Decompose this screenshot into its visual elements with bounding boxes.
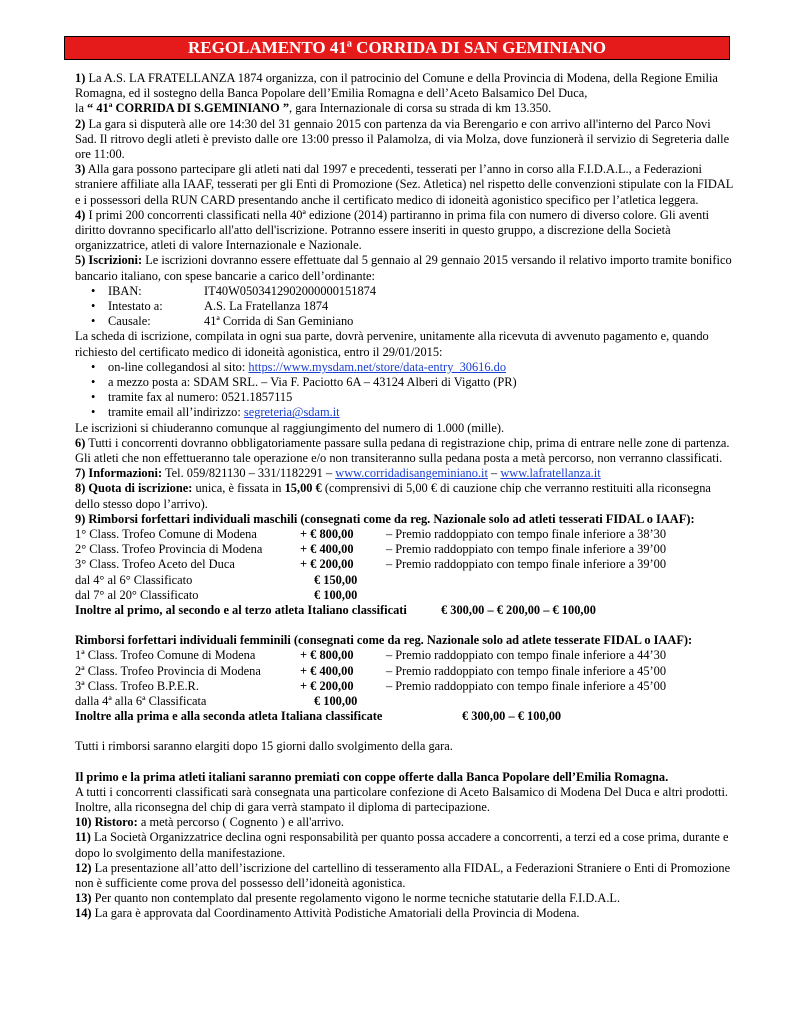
article-7 bbox=[75, 466, 735, 481]
list-item bbox=[75, 390, 735, 405]
separator: – bbox=[487, 466, 501, 481]
table-row bbox=[75, 709, 735, 724]
channel-text: a mezzo posta a: SDAM SRL. – Via F. Paciotto 6A – 43124 Alberi di Vigatto (PR) bbox=[108, 375, 517, 390]
article-number: 14) bbox=[75, 906, 92, 921]
prize-label: 1ª Class. Trofeo Comune di Modena bbox=[75, 648, 256, 663]
website-link[interactable]: www.lafratellanza.it bbox=[500, 466, 601, 481]
registration-channels bbox=[75, 360, 735, 421]
female-prizes-heading bbox=[75, 633, 735, 648]
article-text: , gara Internazionale di corsa su strada di km 13.350. bbox=[289, 101, 552, 116]
italian-bonus-amounts: € 300,00 – € 100,00 bbox=[462, 709, 562, 724]
article-text: La gara si disputerà alle ore 14:30 del 31 gennaio 2015 con partenza da via Berengario e con arrivo all'interno del Parco Novi Sad. Il ritrovo degli atleti è previsto dalle ore 13:00 presso il Palamolza, di via Molza, dove funzionerà il servizio di Segreteria dalle ore 11:00. bbox=[75, 116, 730, 162]
article-8 bbox=[75, 481, 735, 511]
article-text: Tutti i concorrenti dovranno obbligatoriamente passare sulla pedana di registrazione chip, prima di entrare nelle zone di partenza. Gli atleti che non effettueranno tale operazione e/o non transiteranno sulla pedana posta a metà percorso, non verranno classificati. bbox=[75, 435, 730, 466]
article-text: la bbox=[75, 101, 88, 116]
article-text: La presentazione all’atto dell’iscrizione del cartellino di tesseramento alla FIDAL, a Federazioni Straniere o Enti di Promozione non è sufficiente come prova del possesso dell’idoneità agonistica. bbox=[75, 860, 731, 890]
article-number: 13) bbox=[75, 891, 92, 906]
article-3 bbox=[75, 162, 735, 208]
prize-amount: € 100,00 bbox=[314, 587, 358, 602]
article-1 bbox=[75, 71, 735, 117]
article-text: Tel. 059/821130 – 331/1182291 – bbox=[162, 466, 336, 481]
table-row bbox=[75, 573, 735, 588]
registration-closing: Le iscrizioni si chiuderanno comunque al raggiungimento del numero di 1.000 (mille). bbox=[75, 420, 505, 435]
article-heading: 5) Iscrizioni: bbox=[75, 253, 143, 268]
prize-label: dal 4° al 6° Classificato bbox=[75, 572, 193, 587]
table-row bbox=[75, 557, 735, 572]
prize-label: 2° Class. Trofeo Provincia di Modena bbox=[75, 542, 263, 557]
table-row bbox=[75, 694, 735, 709]
prize-note: – Premio raddoppiato con tempo finale inferiore a 39’00 bbox=[386, 542, 667, 557]
article-heading: Rimborsi forfettari individuali femminili (consegnati come da reg. Nazionale solo ad atlete tesserate FIDAL o IAAF): bbox=[75, 633, 693, 648]
article-text: I primi 200 concorrenti classificati nella 40ª edizione (2014) partiranno in prima fila con numero di diverso colore. Gli aventi diritto dovranno specificarlo all'atto dell'iscrizione. Potranno essere inseriti in questo gruppo, a discrezione della Società organizzatrice, atleti di valore Internazionale e Nazionale. bbox=[75, 207, 710, 253]
article-6 bbox=[75, 436, 735, 466]
spacer bbox=[75, 724, 735, 739]
article-number: 4) bbox=[75, 207, 86, 222]
trophies-note bbox=[75, 770, 735, 785]
article-4 bbox=[75, 208, 735, 254]
table-row bbox=[75, 648, 735, 663]
table-row bbox=[75, 603, 735, 618]
list-item bbox=[75, 299, 735, 314]
article-number: 2) bbox=[75, 116, 86, 131]
prize-amount: + € 200,00 bbox=[300, 678, 354, 693]
prize-amount: + € 400,00 bbox=[300, 663, 354, 678]
prize-label: dal 7° al 20° Classificato bbox=[75, 587, 199, 602]
page-title: REGOLAMENTO 41ª CORRIDA DI SAN GEMINIANO bbox=[64, 36, 730, 60]
article-text: Le iscrizioni dovranno essere effettuate dal 5 gennaio al 29 gennaio 2015 versando il relativo importo tramite bonifico bancario italiano, con spese bancarie a carico dell’ordinante: bbox=[75, 253, 732, 283]
list-item bbox=[75, 375, 735, 390]
article-2 bbox=[75, 117, 735, 163]
italian-bonus-label: Inoltre alla prima e alla seconda atleta Italiana classificate bbox=[75, 709, 383, 724]
bank-value: IT40W0503412902000000151874 bbox=[204, 283, 377, 298]
italian-bonus-amounts: € 300,00 – € 200,00 – € 100,00 bbox=[441, 603, 596, 618]
article-text: La Società Organizzatrice declina ogni responsabilità per quanto possa accadere a concorrenti, a terzi ed a cose prima, durante e dopo lo svolgimento della manifestazione. bbox=[75, 830, 729, 860]
article-text: La gara è approvata dal Coordinamento Attività Podistiche Amatoriali della Provincia di Modena. bbox=[94, 906, 580, 921]
prize-note: – Premio raddoppiato con tempo finale inferiore a 39’00 bbox=[386, 557, 667, 572]
prize-amount: + € 800,00 bbox=[300, 527, 354, 542]
bank-label: Intestato a: bbox=[108, 299, 163, 314]
article-number: 12) bbox=[75, 860, 92, 875]
article-number: 11) bbox=[75, 830, 91, 845]
prize-note: – Premio raddoppiato con tempo finale inferiore a 44’30 bbox=[386, 648, 667, 663]
prize-amount: + € 400,00 bbox=[300, 542, 354, 557]
article-number: 6) bbox=[75, 435, 86, 450]
table-row bbox=[75, 679, 735, 694]
list-item bbox=[75, 405, 735, 420]
prize-label: 1° Class. Trofeo Comune di Modena bbox=[75, 527, 257, 542]
bank-label: Causale: bbox=[108, 314, 151, 329]
prize-amount: € 150,00 bbox=[314, 572, 358, 587]
article-11 bbox=[75, 830, 735, 860]
table-row bbox=[75, 527, 735, 542]
channel-text: on-line collegandosi al sito: bbox=[108, 359, 249, 374]
bank-label: IBAN: bbox=[108, 283, 142, 298]
channel-text: tramite email all’indirizzo: bbox=[108, 405, 244, 420]
fee-amount: 15,00 € bbox=[284, 481, 322, 496]
prize-label: 3ª Class. Trofeo B.P.E.R. bbox=[75, 678, 199, 693]
prize-amount: + € 200,00 bbox=[300, 557, 354, 572]
prize-label: 2ª Class. Trofeo Provincia di Modena bbox=[75, 663, 261, 678]
article-10 bbox=[75, 815, 735, 830]
list-item bbox=[75, 284, 735, 299]
registration-link[interactable]: https://www.mysdam.net/store/data-entry_30616.do bbox=[248, 359, 507, 374]
table-row bbox=[75, 542, 735, 557]
table-row bbox=[75, 588, 735, 603]
prize-amount: € 100,00 bbox=[314, 693, 358, 708]
list-item bbox=[75, 314, 735, 329]
article-number: 1) bbox=[75, 71, 86, 85]
trophies-text: Il primo e la prima atleti italiani saranno premiati con coppe offerte dalla Banca Popolare dell’Emilia Romagna. bbox=[75, 769, 669, 784]
website-link[interactable]: www.corridadisangeminiano.it bbox=[335, 466, 488, 481]
article-14 bbox=[75, 906, 735, 921]
article-text: Alla gara possono partecipare gli atleti nati dal 1997 e precedenti, tesserati per l’anno in corso alla F.I.D.A.L., a Federazioni straniere affiliate alla IAAF, tesserati per gli Enti di Promozione (Sez. Atletica) nel rispetto delle convenzioni stipulate con la FIDAL e i possessori della RUN CARD presentando anche il certificato medico di idoneità agonistico specifico per l’atletica leggera. bbox=[75, 162, 733, 207]
article-text: Per quanto non contemplato dal presente regolamento vigono le norme tecniche statutarie della F.I.D.A.L. bbox=[94, 891, 621, 906]
article-heading: 9) Rimborsi forfettari individuali maschili (consegnati come da reg. Nazionale solo ad atleti tesserati FIDAL o IAAF): bbox=[75, 511, 695, 526]
article-number: 3) bbox=[75, 162, 86, 177]
article-12 bbox=[75, 861, 735, 891]
prize-amount: + € 800,00 bbox=[300, 648, 354, 663]
article-heading: 10) Ristoro: bbox=[75, 815, 138, 830]
spacer bbox=[75, 755, 735, 770]
article-text: unica, è fissata in bbox=[192, 481, 285, 496]
bank-details bbox=[75, 284, 735, 330]
gifts-note: A tutti i concorrenti classificati sarà consegnata una particolare confezione di Aceto Balsamico di Modena Del Duca e altri prodotti. Inoltre, alla riconsegna del chip di gara verrà stampato il diploma di partecipazione. bbox=[75, 784, 729, 814]
article-heading: 7) Informazioni: bbox=[75, 466, 163, 481]
article-text: (comprensivi di 5,00 € di cauzione chip che verranno restituiti alla riconsegna dello stesso dopo l’arrivo). bbox=[75, 481, 711, 511]
spacer bbox=[75, 618, 735, 633]
prize-label: 3° Class. Trofeo Aceto del Duca bbox=[75, 557, 235, 572]
prize-note: – Premio raddoppiato con tempo finale inferiore a 45’00 bbox=[386, 663, 667, 678]
article-9 bbox=[75, 512, 735, 527]
article-heading: 8) Quota di iscrizione: bbox=[75, 481, 193, 496]
channel-text: tramite fax al numero: 0521.1857115 bbox=[108, 390, 293, 405]
table-row bbox=[75, 664, 735, 679]
italian-bonus-label: Inoltre al primo, al secondo e al terzo atleta Italiano classificati bbox=[75, 603, 407, 618]
payout-note: Tutti i rimborsi saranno elargiti dopo 15 giorni dallo svolgimento della gara. bbox=[75, 739, 453, 754]
prize-note: – Premio raddoppiato con tempo finale inferiore a 38’30 bbox=[386, 527, 667, 542]
article-text: La A.S. LA FRATELLANZA 1874 organizza, con il patrocinio del Comune e della Provincia di Modena, della Regione Emilia Romagna, ed il sostegno della Banca Popolare dell’Emilia Romagna e dell’Aceto Balsamico Del Duca, bbox=[75, 71, 718, 101]
registration-form-note: La scheda di iscrizione, compilata in ogni sua parte, dovrà pervenire, unitamente alla ricevuta di avvenuto pagamento e, quando richiesto del certificato medico di idoneità agonistica, entro il 29/01/2015: bbox=[75, 329, 709, 359]
prize-note: – Premio raddoppiato con tempo finale inferiore a 45’00 bbox=[386, 678, 667, 693]
article-text: a metà percorso ( Cognento ) e all'arrivo. bbox=[137, 815, 345, 830]
article-13 bbox=[75, 891, 735, 906]
prize-label: dalla 4ª alla 6ª Classificata bbox=[75, 693, 207, 708]
regulation-body bbox=[75, 71, 735, 922]
event-name: “ 41ª CORRIDA DI S.GEMINIANO ” bbox=[87, 101, 290, 116]
email-link[interactable]: segreteria@sdam.it bbox=[243, 405, 340, 420]
list-item bbox=[75, 360, 735, 375]
bank-value: 41ª Corrida di San Geminiano bbox=[204, 314, 354, 329]
article-5 bbox=[75, 253, 735, 283]
bank-value: A.S. La Fratellanza 1874 bbox=[204, 299, 329, 314]
